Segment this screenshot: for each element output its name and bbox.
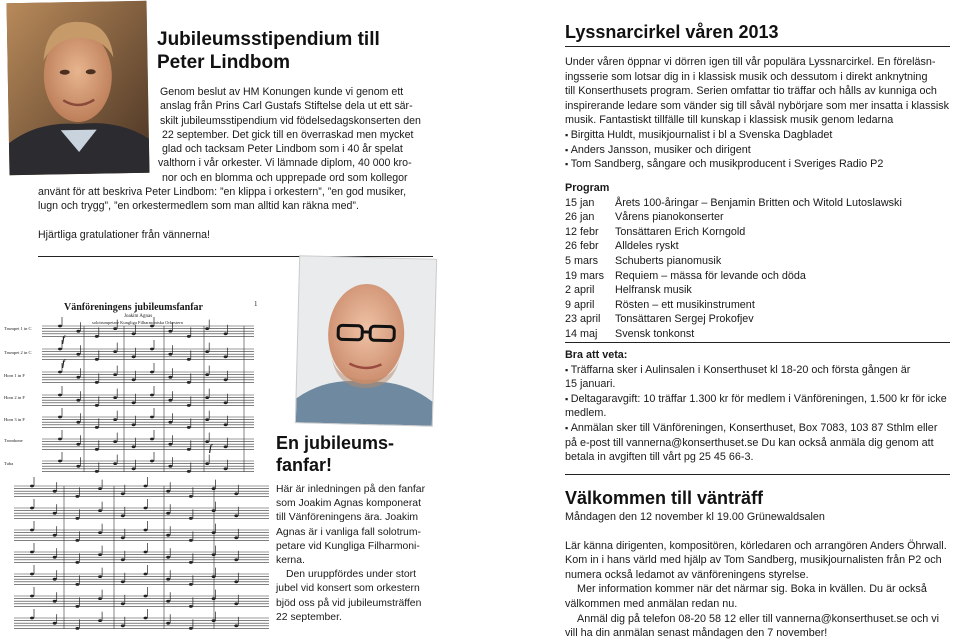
- article-title-lyssnarcirkel: Lyssnarcirkel våren 2013: [565, 22, 779, 42]
- program-row: [565, 210, 960, 225]
- program-date: 9 april: [565, 298, 595, 311]
- fact-line: medlem.: [565, 407, 607, 420]
- program-title: Schuberts pianomusik: [615, 254, 722, 267]
- body-line: 22 september. Det gick till en överraskad men mycket: [162, 128, 414, 141]
- body-line: Den uruppfördes under stort: [286, 569, 416, 581]
- fact-line: Deltagaravgift: 10 träffar 1.300 kr för medlem i Vänföreningen, 1.500 kr för icke: [570, 392, 947, 405]
- leader-text: Birgitta Huldt, musikjournalist i bl a Svenska Dagbladet: [570, 128, 833, 141]
- fact-line: 15 januari.: [565, 378, 616, 391]
- leader-text: Tom Sandberg, sångare och musikproducent i Sveriges Radio P2: [570, 158, 884, 171]
- leader-item: [565, 128, 960, 143]
- score-staves: [4, 298, 274, 641]
- fact-item: [565, 392, 960, 407]
- divider-right-bottom: [565, 474, 950, 475]
- score-page-number: 1: [254, 300, 258, 308]
- lyssnarcirkel-intro: [565, 55, 960, 172]
- program-row: [565, 327, 960, 342]
- leader-text: Anders Jansson, musiker och dirigent: [570, 143, 751, 156]
- greeting-text: Hjärtliga gratulationer från vännerna!: [38, 229, 210, 241]
- article-title-fanfar: [276, 432, 394, 476]
- title-line: Jubileumsstipendium till: [157, 29, 380, 50]
- vantraff-body: [565, 510, 960, 641]
- program-title: Requiem – mässa för levande och döda: [615, 269, 806, 282]
- instrument-label: Horn 1 in F: [4, 373, 25, 378]
- score-title: Vänföreningens jubileumsfanfar: [64, 302, 203, 313]
- program-date: 2 april: [565, 284, 595, 297]
- score-subtitle: solotrumpetare Kungliga Filharmoniska Orkestern: [92, 320, 183, 325]
- body-line: Lär känna dirigenten, kompositören, körledaren och arrangören Anders Öhrwall.: [565, 539, 947, 552]
- program-date: 26 jan: [565, 211, 595, 224]
- instrument-label: Trombone: [4, 438, 23, 443]
- program-date: 19 mars: [565, 269, 605, 282]
- program-row: [565, 254, 960, 269]
- program-date: 26 febr: [565, 240, 599, 253]
- fact-line: på e-post till vannerna@konserthuset.se Du kan också anmäla dig genom att: [565, 436, 934, 449]
- article-body-wide: [38, 185, 448, 214]
- program-date: 12 febr: [565, 225, 599, 238]
- fact-line: Träffarna sker i Aulinsalen i Konserthuset kl 18-20 och första gången är: [570, 363, 911, 376]
- photo-peter-lindbom: [7, 1, 150, 175]
- program-row: [565, 283, 960, 298]
- fact-item: [565, 363, 960, 378]
- body-line: vill ha din anmälan senast måndagen den 7 november!: [565, 627, 828, 640]
- body-line: Mer information kommer när det närmar sig. Boka in kvällen. Du är också: [577, 583, 927, 596]
- program-date: 23 april: [565, 313, 601, 326]
- body-line: Agnas är i vanliga fall solotrum-: [276, 526, 421, 538]
- body-line: Här är inledningen på den fanfar: [276, 484, 426, 495]
- article-body-fanfar: [276, 483, 446, 625]
- program-title: Helfransk musik: [615, 284, 692, 297]
- instrument-label: Horn 2 in F: [4, 395, 25, 400]
- program-date: 5 mars: [565, 254, 598, 267]
- body-line: kerna.: [276, 555, 305, 567]
- music-score: [4, 298, 274, 641]
- leader-item: [565, 143, 960, 158]
- program-date: 15 jan: [565, 196, 595, 209]
- vantraff-date: Måndagen den 12 november kl 19.00 Grünewaldsalen: [565, 511, 825, 523]
- program-title: Svensk tonkonst: [615, 327, 695, 340]
- body-line: välkommen med anmälan redan nu.: [565, 597, 738, 610]
- body-line: Kom in i hans värld med hjälp av Tom Sandberg, musikjournalisten från P2 och: [565, 554, 942, 567]
- divider-right-mid: [565, 342, 950, 343]
- program-row: [565, 225, 960, 240]
- article-title-vantraff: Välkommen till vänträff: [565, 488, 764, 508]
- facts-heading: Bra att veta:: [565, 349, 628, 361]
- program-list: [565, 196, 960, 342]
- program-row: [565, 269, 960, 284]
- body-line: glad och tacksam Peter Lindbom som i 40 år spelat: [162, 143, 403, 156]
- body-line: inspirerande ledare som vänder sig till såväl nybörjare som mer insatta i klassisk: [565, 99, 950, 112]
- body-line: bjöd oss på vid jubileumsträffen: [276, 597, 422, 609]
- body-line: till Vänföreningens ära. Joakim: [276, 512, 419, 524]
- title-line: fanfar!: [276, 455, 333, 475]
- portrait-illustration: [296, 256, 436, 426]
- instrument-label: Horn 3 in F: [4, 417, 25, 422]
- fact-item: [565, 421, 960, 436]
- facts-section: [565, 348, 960, 465]
- body-line: numera också ledamot av vänföreningens styrelse.: [565, 568, 809, 581]
- body-line: ingsserie som lotsar dig in i klassisk musik och dessutom i direkt anknytning: [565, 70, 928, 83]
- fact-line: betala in avgiften till vårt pg 25 45 66-3.: [565, 451, 754, 464]
- score-composer: Joakim Agnas: [124, 314, 153, 319]
- body-line: använt för att beskriva Peter Lindbom: ”en klippa i orkestern”, ”en god musiker,: [38, 186, 407, 198]
- program-title: Tonsättaren Erich Korngold: [615, 225, 746, 238]
- dynamic-marking: f: [62, 358, 65, 368]
- body-line: valthorn i vår orkester. Vi lämnade diplom, 40 000 kro-: [158, 157, 412, 170]
- body-line: 22 september.: [276, 611, 342, 623]
- program-title: Alldeles ryskt: [615, 240, 679, 253]
- body-line: skilt jubileumsstipendium vid födelsedagskonserten den: [160, 114, 421, 127]
- program-heading: Program: [565, 182, 610, 194]
- spacer: [565, 525, 960, 539]
- body-line: som Joakim Agnas komponerat: [276, 498, 421, 510]
- program-row: [565, 239, 960, 254]
- article-title-stipendium: [157, 28, 380, 74]
- body-line: musik. Fantastiskt tillfälle till kunskap i klassisk musik genom ledarna: [565, 114, 894, 127]
- program-row: [565, 312, 960, 327]
- program-row: [565, 196, 960, 211]
- portrait-illustration: [7, 1, 150, 175]
- program-title: Årets 100-åringar – Benjamin Britten och Witold Lutoslawski: [615, 196, 902, 209]
- leader-item: [565, 157, 960, 172]
- dynamic-marking: f: [209, 443, 212, 453]
- program-row: [565, 298, 960, 313]
- instrument-label: Trumpet 1 in C: [4, 326, 32, 331]
- photo-joakim-agnas: [296, 256, 436, 426]
- body-line: Genom beslut av HM Konungen kunde vi genom ett: [160, 86, 404, 98]
- article-body-stipendium: [160, 85, 445, 185]
- program-title: Rösten – ett musikinstrument: [615, 298, 755, 311]
- instrument-label: Tuba: [4, 461, 14, 466]
- dynamic-marking: f: [62, 334, 65, 344]
- body-line: Under våren öppnar vi dörren igen till vår populära Lyssnarcirkel. En föreläsn-: [565, 56, 936, 68]
- program-section: [565, 181, 960, 342]
- fact-line: Anmälan sker till Vänföreningen, Konserthuset, Box 7083, 103 87 Sthlm eller: [570, 421, 938, 434]
- divider-right-top: [565, 46, 950, 47]
- body-line: petare vid Kungliga Filharmoni-: [276, 540, 420, 552]
- instrument-label: Trumpet 2 in C: [4, 350, 32, 355]
- program-title: Tonsättaren Sergej Prokofjev: [615, 313, 754, 326]
- title-line: Peter Lindbom: [157, 52, 291, 73]
- body-line: jubel vid konsert som orkestern: [276, 583, 420, 595]
- body-line: lugn och trygg”, ”en orkestermedlem som man alltid kan räkna med”.: [38, 200, 359, 213]
- body-line: till Konserthusets program. Serien omfattar tio träffar och hålls av kunniga och: [565, 85, 937, 98]
- body-line: Anmäl dig på telefon 08-20 58 12 eller till vannerna@konserthuset.se och vi: [577, 612, 940, 625]
- body-line: nor och en blomma och upprepade ord som kollegor: [162, 171, 408, 184]
- title-line: En jubileums-: [276, 433, 395, 453]
- divider-left: [38, 256, 433, 257]
- body-line: anslag från Prins Carl Gustafs Stiftelse dela ut ett sär-: [160, 100, 413, 113]
- program-date: 14 maj: [565, 327, 598, 340]
- program-title: Vårens pianokonserter: [615, 211, 724, 224]
